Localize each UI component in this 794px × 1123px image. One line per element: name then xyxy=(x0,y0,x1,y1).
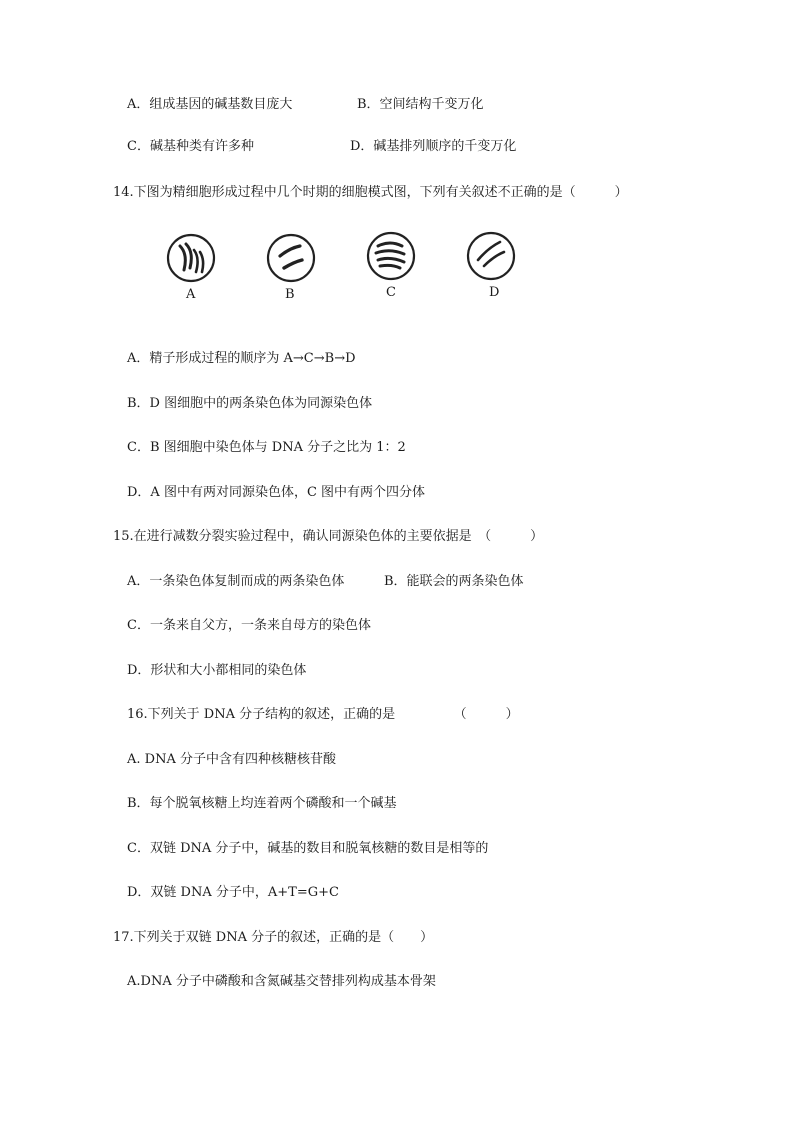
q16-option-a: A. DNA 分子中含有四种核糖核苷酸 xyxy=(127,752,336,767)
cell-diagram-figure xyxy=(160,226,520,306)
q15-option-c: C．一条来自父方，一条来自母方的染色体 xyxy=(127,618,371,633)
cell-c xyxy=(368,233,414,300)
q13-option-d: D．碱基排列顺序的千变万化 xyxy=(350,139,517,154)
cell-diagram-svg xyxy=(160,226,520,306)
q16-option-c: C．双链 DNA 分子中，碱基的数目和脱氧核糖的数目是相等的 xyxy=(127,841,489,856)
cell-b-label: B xyxy=(285,287,295,302)
cell-d xyxy=(468,233,514,300)
q15-option-a: A．一条染色体复制而成的两条染色体 xyxy=(127,574,345,589)
q17-stem: 17.下列关于双链 DNA 分子的叙述，正确的是（ ） xyxy=(113,930,434,945)
q16-stem: 16.下列关于 DNA 分子结构的叙述，正确的是 （ ） xyxy=(127,707,519,722)
cell-a-label: A xyxy=(186,287,196,302)
q16-option-b: B．每个脱氧核糖上均连着两个磷酸和一个碱基 xyxy=(127,796,397,811)
q13-option-b: B．空间结构千变万化 xyxy=(357,97,484,112)
q14-option-a: A．精子形成过程的顺序为 A→C→B→D xyxy=(127,351,356,366)
q15-option-b: B．能联会的两条染色体 xyxy=(384,574,524,589)
q17-option-a: A.DNA 分子中磷酸和含氮碱基交替排列构成基本骨架 xyxy=(127,974,436,989)
q16-option-d: D．双链 DNA 分子中，A+T=G+C xyxy=(127,885,339,900)
q14-option-b: B．D 图细胞中的两条染色体为同源染色体 xyxy=(127,396,373,411)
q14-stem: 14.下图为精细胞形成过程中几个时期的细胞模式图，下列有关叙述不正确的是（ ） xyxy=(113,185,628,200)
q13-option-c: C．碱基种类有许多种 xyxy=(127,139,254,154)
q13-option-a: A．组成基因的碱基数目庞大 xyxy=(127,97,293,112)
cell-b xyxy=(268,235,314,302)
cell-a xyxy=(168,235,214,302)
q15-stem: 15.在进行减数分裂实验过程中，确认同源染色体的主要依据是 （ ） xyxy=(113,529,544,544)
q15-option-d: D．形状和大小都相同的染色体 xyxy=(127,663,307,678)
q14-option-c: C．B 图细胞中染色体与 DNA 分子之比为 1：2 xyxy=(127,440,406,455)
cell-c-label: C xyxy=(386,285,396,300)
cell-d-label: D xyxy=(489,285,500,300)
q14-option-d: D．A 图中有两对同源染色体，C 图中有两个四分体 xyxy=(127,485,426,500)
